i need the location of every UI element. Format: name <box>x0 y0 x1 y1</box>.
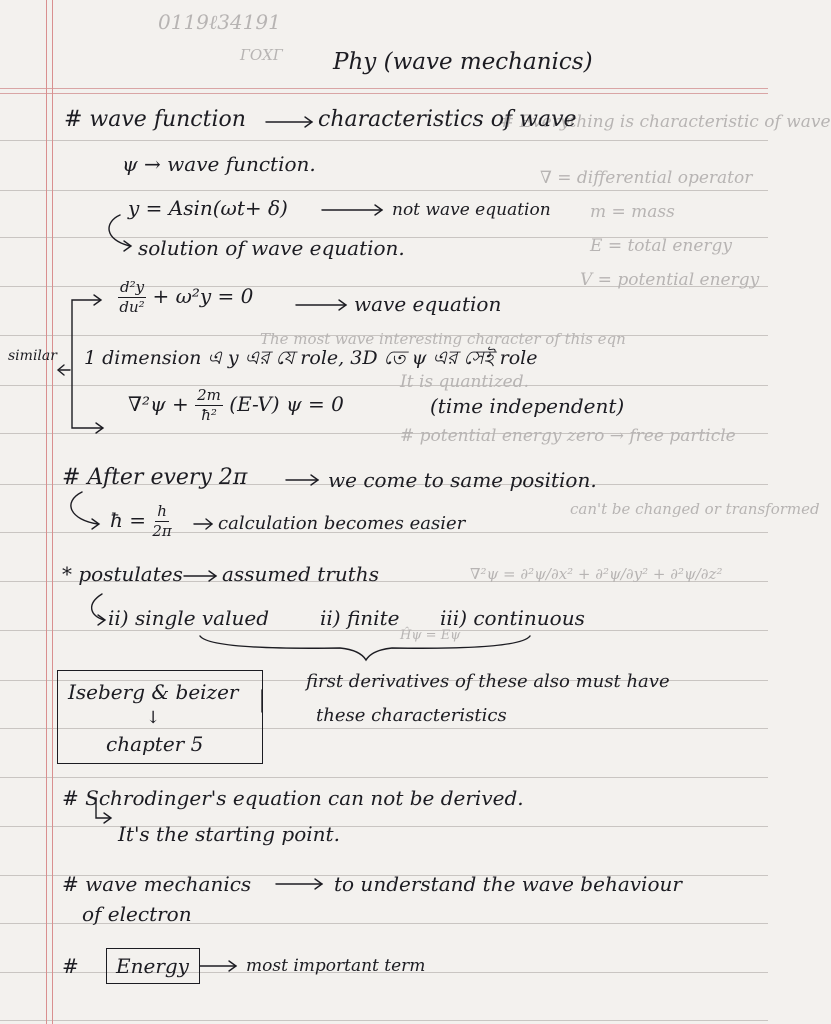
postulate-finite: ii) finite <box>320 606 400 630</box>
fraction-denominator: 2π <box>152 522 172 540</box>
bleed-text: The most wave interesting character of this eqn <box>260 330 626 348</box>
wave-function-heading: # wave function <box>64 107 246 132</box>
not-wave-equation: not wave equation <box>392 200 551 220</box>
calculation-easier-note: calculation becomes easier <box>218 513 466 534</box>
bleed-top-number: 0119ℓ34191 <box>158 10 281 34</box>
bleed-text: ∇ = differential operator <box>540 168 753 188</box>
important-term-note: most important term <box>246 956 426 976</box>
bleed-text: V = potential energy <box>580 270 760 290</box>
dimension-note: 1 dimension এ y এর যে role, 3D তে ψ এর সেই role <box>84 347 538 369</box>
bleed-text: Ĥψ = Eψ <box>400 628 461 643</box>
bleed-text: # Everything is characteristic of wave <box>500 112 831 132</box>
laplacian-psi: ∇²ψ + <box>128 392 189 416</box>
postulate-continuous: iii) continuous <box>440 606 585 630</box>
equation-rest: + ω²y = 0 <box>152 284 254 308</box>
bleed-text: can't be changed or transformed <box>570 500 820 518</box>
characteristics-text: characteristics of wave <box>318 107 577 132</box>
fraction-numerator: h <box>157 502 167 520</box>
reference-chapter: chapter 5 <box>106 732 204 756</box>
psi-definition: ψ → wave function. <box>122 152 316 176</box>
reference-authors: Iseberg & beizer <box>68 680 239 704</box>
bleed-text: m = mass <box>590 202 675 222</box>
fraction-numerator: d²y <box>120 278 145 296</box>
bleed-text: It is quantized. <box>400 372 530 392</box>
postulates-heading: * postulates <box>62 562 183 586</box>
energy-term: Energy <box>116 954 189 978</box>
reference-arrow: ↓ <box>146 708 161 728</box>
electron-note: of electron <box>82 902 192 926</box>
first-derivatives-note: first derivatives of these also must have <box>306 671 670 692</box>
starting-point-note: It's the starting point. <box>118 822 340 846</box>
fraction-denominator: du² <box>119 298 145 316</box>
energy-hash: # <box>62 954 79 978</box>
bleed-text: # potential energy zero → free particle <box>400 426 736 446</box>
after-every-heading: # After every 2π <box>62 465 248 490</box>
sine-expression: y = Asin(ωt+ δ) <box>128 196 288 220</box>
same-position-text: we come to same position. <box>328 468 597 492</box>
similar-label: similar <box>8 348 57 364</box>
fraction-numerator: 2m <box>197 386 221 404</box>
bleed-text: E = total energy <box>590 236 733 256</box>
solution-text: solution of wave equation. <box>138 236 405 260</box>
potential-term: (E-V) ψ = 0 <box>229 392 344 416</box>
schrodinger-note: # Schrodinger's equation can not be derived. <box>62 786 524 810</box>
time-independent-label: (time independent) <box>430 394 625 418</box>
wave-behaviour-note: to understand the wave behaviour <box>334 872 682 896</box>
wave-equation-label: wave equation <box>354 292 502 316</box>
fraction-denominator: ħ² <box>201 406 217 424</box>
page-title: Phy (wave mechanics) <box>333 49 593 75</box>
hbar-symbol: ħ = <box>110 508 146 532</box>
assumed-truths: assumed truths <box>222 562 379 586</box>
bleed-top-sub: ГОХГ <box>240 46 283 64</box>
bleed-text: ∇²ψ = ∂²ψ/∂x² + ∂²ψ/∂y² + ∂²ψ/∂z² <box>470 565 723 583</box>
postulate-single-valued: ii) single valued <box>108 606 270 630</box>
wave-mechanics-heading: # wave mechanics <box>62 872 252 896</box>
characteristics-note: these characteristics <box>316 705 507 726</box>
